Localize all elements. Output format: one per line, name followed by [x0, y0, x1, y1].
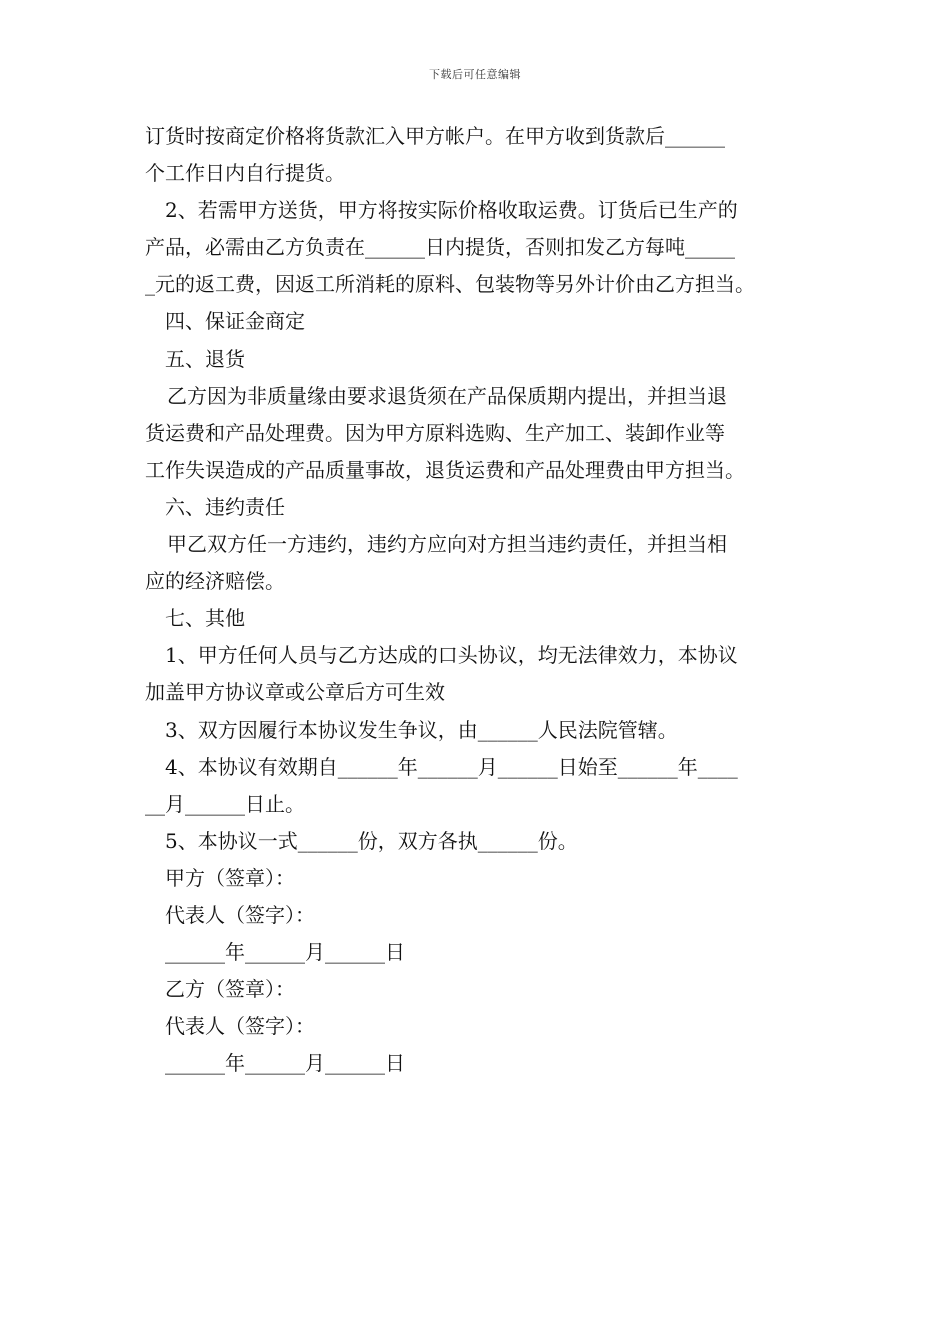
party-a-representative-line: 代表人（签字）： — [165, 902, 315, 927]
clause-line: 4、本协议有效期自______年______月______日始至______年____ — [165, 754, 738, 779]
party-b-seal-line: 乙方（签章）： — [165, 977, 295, 1002]
paragraph-line: _元的返工费，因返工所消耗的原料、包装物等另外计价由乙方担当。 — [145, 272, 755, 297]
clause-line: 5、本协议一式______份，双方各执______份。 — [165, 828, 578, 853]
paragraph-line: 乙方因为非质量缘由要求退货须在产品保质期内提出，并担当退 — [167, 383, 727, 408]
party-a-date-line: ______年______月______日 — [165, 940, 405, 965]
section-heading: 七、其他 — [165, 606, 245, 631]
page-header: 下载后可任意编辑 — [429, 68, 521, 81]
document-body — [145, 118, 825, 1082]
party-b-date-line: ______年______月______日 — [165, 1051, 405, 1076]
party-a-seal-line: 甲方（签章）： — [165, 865, 295, 890]
party-b-representative-line: 代表人（签字）： — [165, 1014, 315, 1039]
section-heading: 四、保证金商定 — [165, 309, 305, 334]
clause-line: 1、甲方任何人员与乙方达成的口头协议，均无法律效力，本协议 — [165, 643, 738, 668]
paragraph-line: 货运费和产品处理费。因为甲方原料选购、生产加工、装卸作业等 — [145, 420, 725, 445]
clause-line: 3、双方因履行本协议发生争议，由______人民法院管辖。 — [165, 717, 678, 742]
clause-line: 2、若需甲方送货，甲方将按实际价格收取运费。订货后已生产的 — [165, 198, 738, 223]
section-heading: 五、退货 — [165, 346, 245, 371]
paragraph-line: 工作失误造成的产品质量事故，退货运费和产品处理费由甲方担当。 — [145, 457, 745, 482]
paragraph-line: 加盖甲方协议章或公章后方可生效 — [145, 680, 445, 705]
paragraph-line: 甲乙双方任一方违约，违约方应向对方担当违约责任，并担当相 — [167, 532, 727, 557]
paragraph-line: 订货时按商定价格将货款汇入甲方帐户。在甲方收到货款后______ — [145, 124, 725, 148]
paragraph-line: 应的经济赔偿。 — [145, 569, 285, 594]
paragraph-line: 产品，必需由乙方负责在______日内提货，否则扣发乙方每吨_____ — [145, 235, 735, 260]
paragraph-line: 个工作日内自行提货。 — [145, 161, 345, 186]
paragraph-line: __月______日止。 — [145, 791, 305, 816]
section-heading: 六、违约责任 — [165, 494, 285, 519]
